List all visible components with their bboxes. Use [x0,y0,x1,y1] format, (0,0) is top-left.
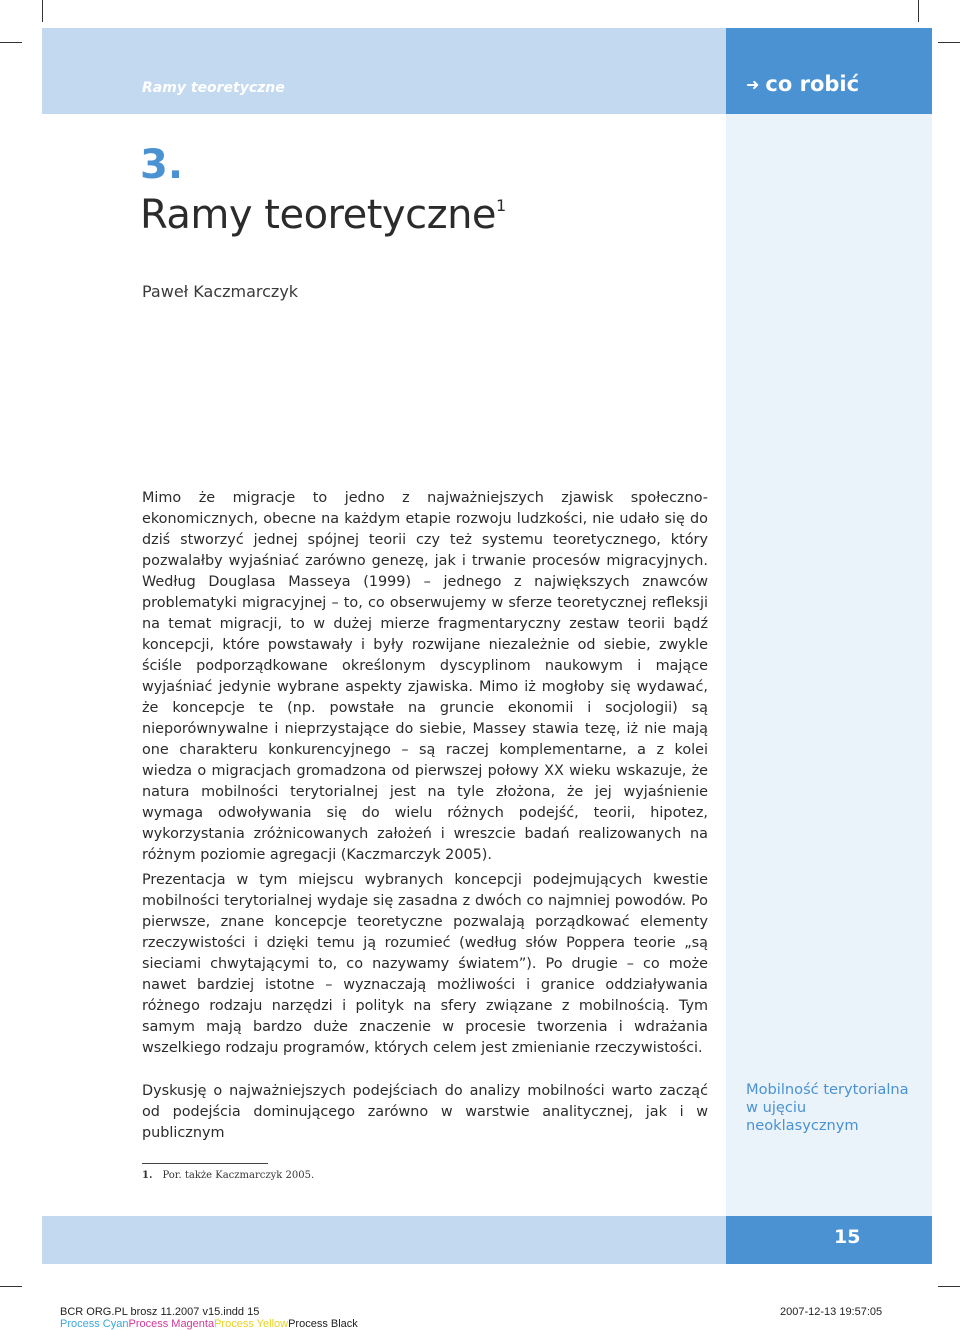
footnote-number: 1. [142,1170,153,1181]
chapter-number: 3. [140,142,184,188]
crop-mark [0,42,22,43]
body-paragraph: Prezentacja w tym miejscu wybranych koncepcji podejmujących kwestie mobilności terytorialnej wydaje się zasadna z dwóch co najmniej powodów. Po pierwsze, znane koncepcje teoretyczne pozwalają porządkować elementy rzeczywistości i dzięki temu ją rozumieć (według słów Poppera teorie „są sieciami chwytającymi to, co nazywamy światem”). Po drugie – co może nawet bardziej istotne – wyznaczają możliwości i granice oddziaływania różnego rodzaju narzędzi i polityk na sfery związane z mobilnością. Tym samym mają bardzo duże znaczenie w procesie tworzenia i wdrażania wszelkiego rodzaju programów, których celem jest zmienianie rzeczywistości. [142,872,708,1056]
arrow-right-icon: ➜ [746,74,760,94]
brand-label [746,72,859,96]
print-slug-file: BCR ORG.PL brosz 11.2007 v15.indd 15 [60,1306,260,1318]
header-band [42,28,726,114]
crop-mark [918,0,919,22]
running-header: Ramy teoretyczne [142,80,285,96]
plate-cyan: Process Cyan [60,1318,129,1330]
footnote-text: Por. także Kaczmarczyk 2005. [162,1170,315,1181]
crop-mark [938,1286,960,1287]
brand-text: co robić [765,72,860,96]
plate-black: Process Black [288,1318,358,1330]
body-paragraph: Mimo że migracje to jedno z najważniejszych zjawisk społeczno-ekonomicznych, obecne na każdym etapie rozwoju ludzkości, nie udało się do dziś stworzyć jednej spójnej teorii czy też systemu teoretycznego, który pozwalałby wyjaśniać zarówno genezę, jak i trwanie procesów migracyjnych. Według Douglasa Masseya (1999) – jednego z największych znawców problematyki migracyjnej – to, co obserwujemy w sferze teoretycznej refleksji na temat migracji, to w dużej mierze fragmentaryczny zestaw teorii bądź koncepcji, które powstawały i były rozwijane niezależnie od siebie, zwykle ściśle podporządkowane określonym dyscyplinom naukowym i mające wyjaśniać jedynie wybrane aspekty zjawiska. Mimo iż mogłoby się wydawać, że koncepcje te (np. powstałe na gruncie ekonomii i socjologii) są nieporównywalne i nieprzystające do siebie, Massey stawia tezę, iż nie mają one charakteru konkurencyjnego – są raczej komplementarne, a z kolei wiedza o migracjach gromadzona od pierwszej połowy XX wieku wskazuje, że natura mobilności terytorialnej jest na tyle złożona, że jej wyjaśnienie wymaga odwoływania się do wielu różnych podejść, teorii, hipotez, wykorzystania zróżnicowanych założeń i wreszcie badań realizowanych na różnym poziomie agregacji (Kaczmarczyk 2005). [142,490,708,863]
chapter-title-text: Ramy teoretyczne [140,192,497,238]
color-plates [60,1318,358,1330]
crop-mark [42,0,43,22]
print-slug-date: 2007-12-13 19:57:05 [780,1306,883,1318]
page-number-band [726,1216,932,1264]
plate-magenta: Process Magenta [128,1318,215,1330]
body-paragraph: Dyskusję o najważniejszych podejściach do analizy mobilności warto zacząć od podejścia dominującego zarówno w warstwie analitycznej, jak i w publicznym [142,1083,708,1141]
plate-yellow: Process Yellow [214,1318,289,1330]
sidebar-column [726,114,932,1216]
footer-band [42,1216,726,1264]
brand-band [726,28,932,114]
footnote [142,1170,314,1181]
footnote-ref[interactable]: 1 [496,196,506,215]
footnote-divider [142,1163,268,1164]
crop-mark [938,42,960,43]
crop-mark [0,1286,22,1287]
chapter-title [140,192,506,238]
sidebar-heading: Mobilność terytorialna w ujęciu neoklasycznym [746,1081,909,1134]
page-number: 15 [834,1226,861,1248]
author-name: Paweł Kaczmarczyk [142,282,299,301]
